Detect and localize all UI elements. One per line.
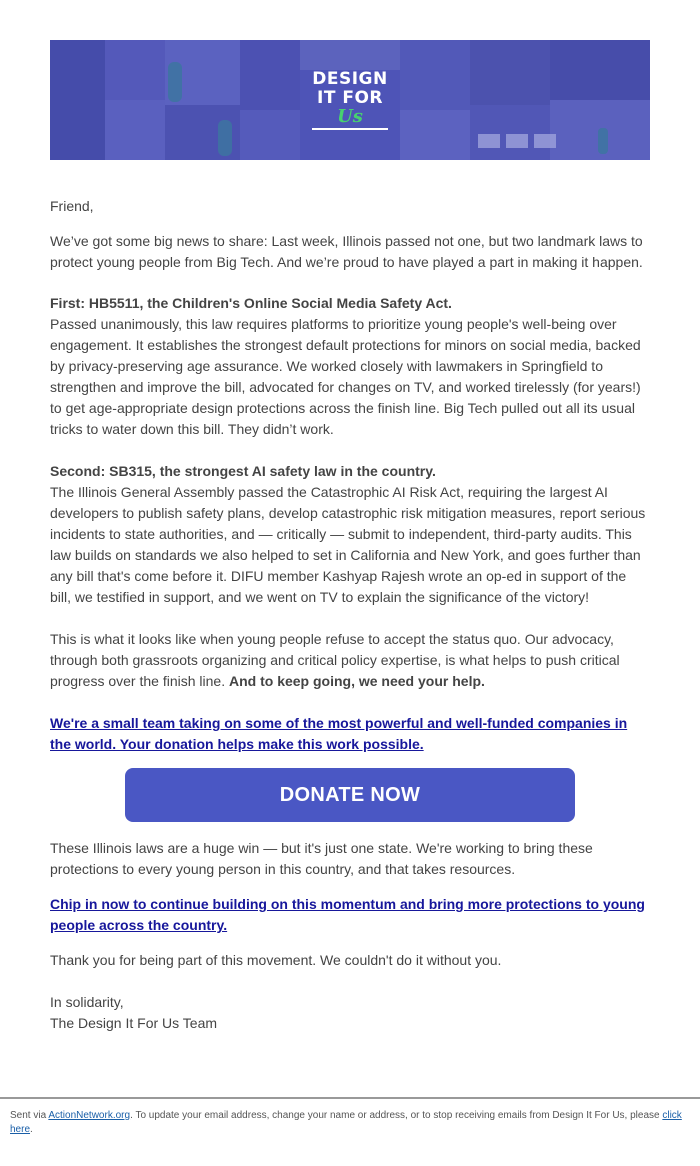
status-quo-text: This is what it looks like when young people refuse to accept the status quo. Our advocacy, through both grassroots organizing and critical policy expertise, is what helps to push critical progress over the finish line. <box>50 631 620 689</box>
footer-prefix: Sent via <box>10 1110 49 1121</box>
chip-in-link[interactable]: Chip in now to continue building on this momentum and bring more protections to young people across the country. <box>50 896 645 933</box>
second-law-body: The Illinois General Assembly passed the Catastrophic AI Risk Act, requiring the largest AI developers to publish safety plans, develop catastrophic risk mitigation measures, report serious incidents to state authorities, and — critically — submit to independent, third-party audits. This law builds on standards we also helped to set in California and New York, and goes further than any bill that's come before it. DIFU member Kashyap Rajesh wrote an op-ed in support of the bill, we testified in support, and we went on TV to explain the significance of the victory! <box>50 484 646 605</box>
actionnetwork-link[interactable]: ActionNetwork.org <box>48 1110 131 1121</box>
illinois-note: These Illinois laws are a huge win — but it's just one state. We're working to bring these protections to every young person in this country, and that takes resources. <box>50 840 593 877</box>
footer-suffix: . <box>30 1124 33 1135</box>
chip-in-paragraph <box>50 894 650 936</box>
logo-line-2: IT FOR <box>317 88 383 108</box>
first-law-heading: First: HB5511, the Children's Online Social Media Safety Act. <box>50 295 452 311</box>
logo-line-3: Us <box>337 106 363 127</box>
donation-link-paragraph <box>50 713 650 755</box>
status-quo-paragraph <box>50 629 650 692</box>
email-footer <box>0 1097 700 1166</box>
donate-now-button[interactable]: DONATE NOW <box>125 768 575 822</box>
design-it-for-us-logo <box>308 70 392 126</box>
first-law-body: Passed unanimously, this law requires platforms to prioritize young people's well-being over engagement. It establishes the strongest default protections for minors on social media, backed by privacy-preserving age assurance. We worked closely with lawmakers in Springfield to strengthen and improve the bill, advocated for changes on TV, and worked tirelessly (for years!) to get age-appropriate design protections across the finish line. Big Tech pulled out all its usual tricks to water down this bill. They didn’t work. <box>50 316 641 437</box>
donation-link[interactable]: We're a small team taking on some of the most powerful and well-funded companies in the world. Your donation helps make this work possible. <box>50 715 628 752</box>
intro-paragraph: We’ve got some big news to share: Last week, Illinois passed not one, but two landmark laws to protect young people from Big Tech. And we’re proud to have played a part in making it happen. <box>50 233 643 270</box>
header-banner <box>50 40 650 160</box>
signoff: In solidarity, <box>50 994 124 1010</box>
signature: The Design It For Us Team <box>50 1015 218 1031</box>
thanks-paragraph: Thank you for being part of this movement. We couldn't do it without you. <box>50 952 502 968</box>
status-quo-bold: And to keep going, we need your help. <box>228 673 485 689</box>
email-content <box>50 40 650 160</box>
greeting: Friend, <box>50 198 94 214</box>
footer-middle: . To update your email address, change your name or address, or to stop receiving emails from Design It For Us, please <box>130 1110 663 1121</box>
logo-underline <box>312 128 388 130</box>
logo-line-1: DESIGN <box>312 69 388 89</box>
unsubscribe-link[interactable]: click here <box>10 1110 682 1135</box>
second-law-heading: Second: SB315, the strongest AI safety law in the country. <box>50 463 436 479</box>
